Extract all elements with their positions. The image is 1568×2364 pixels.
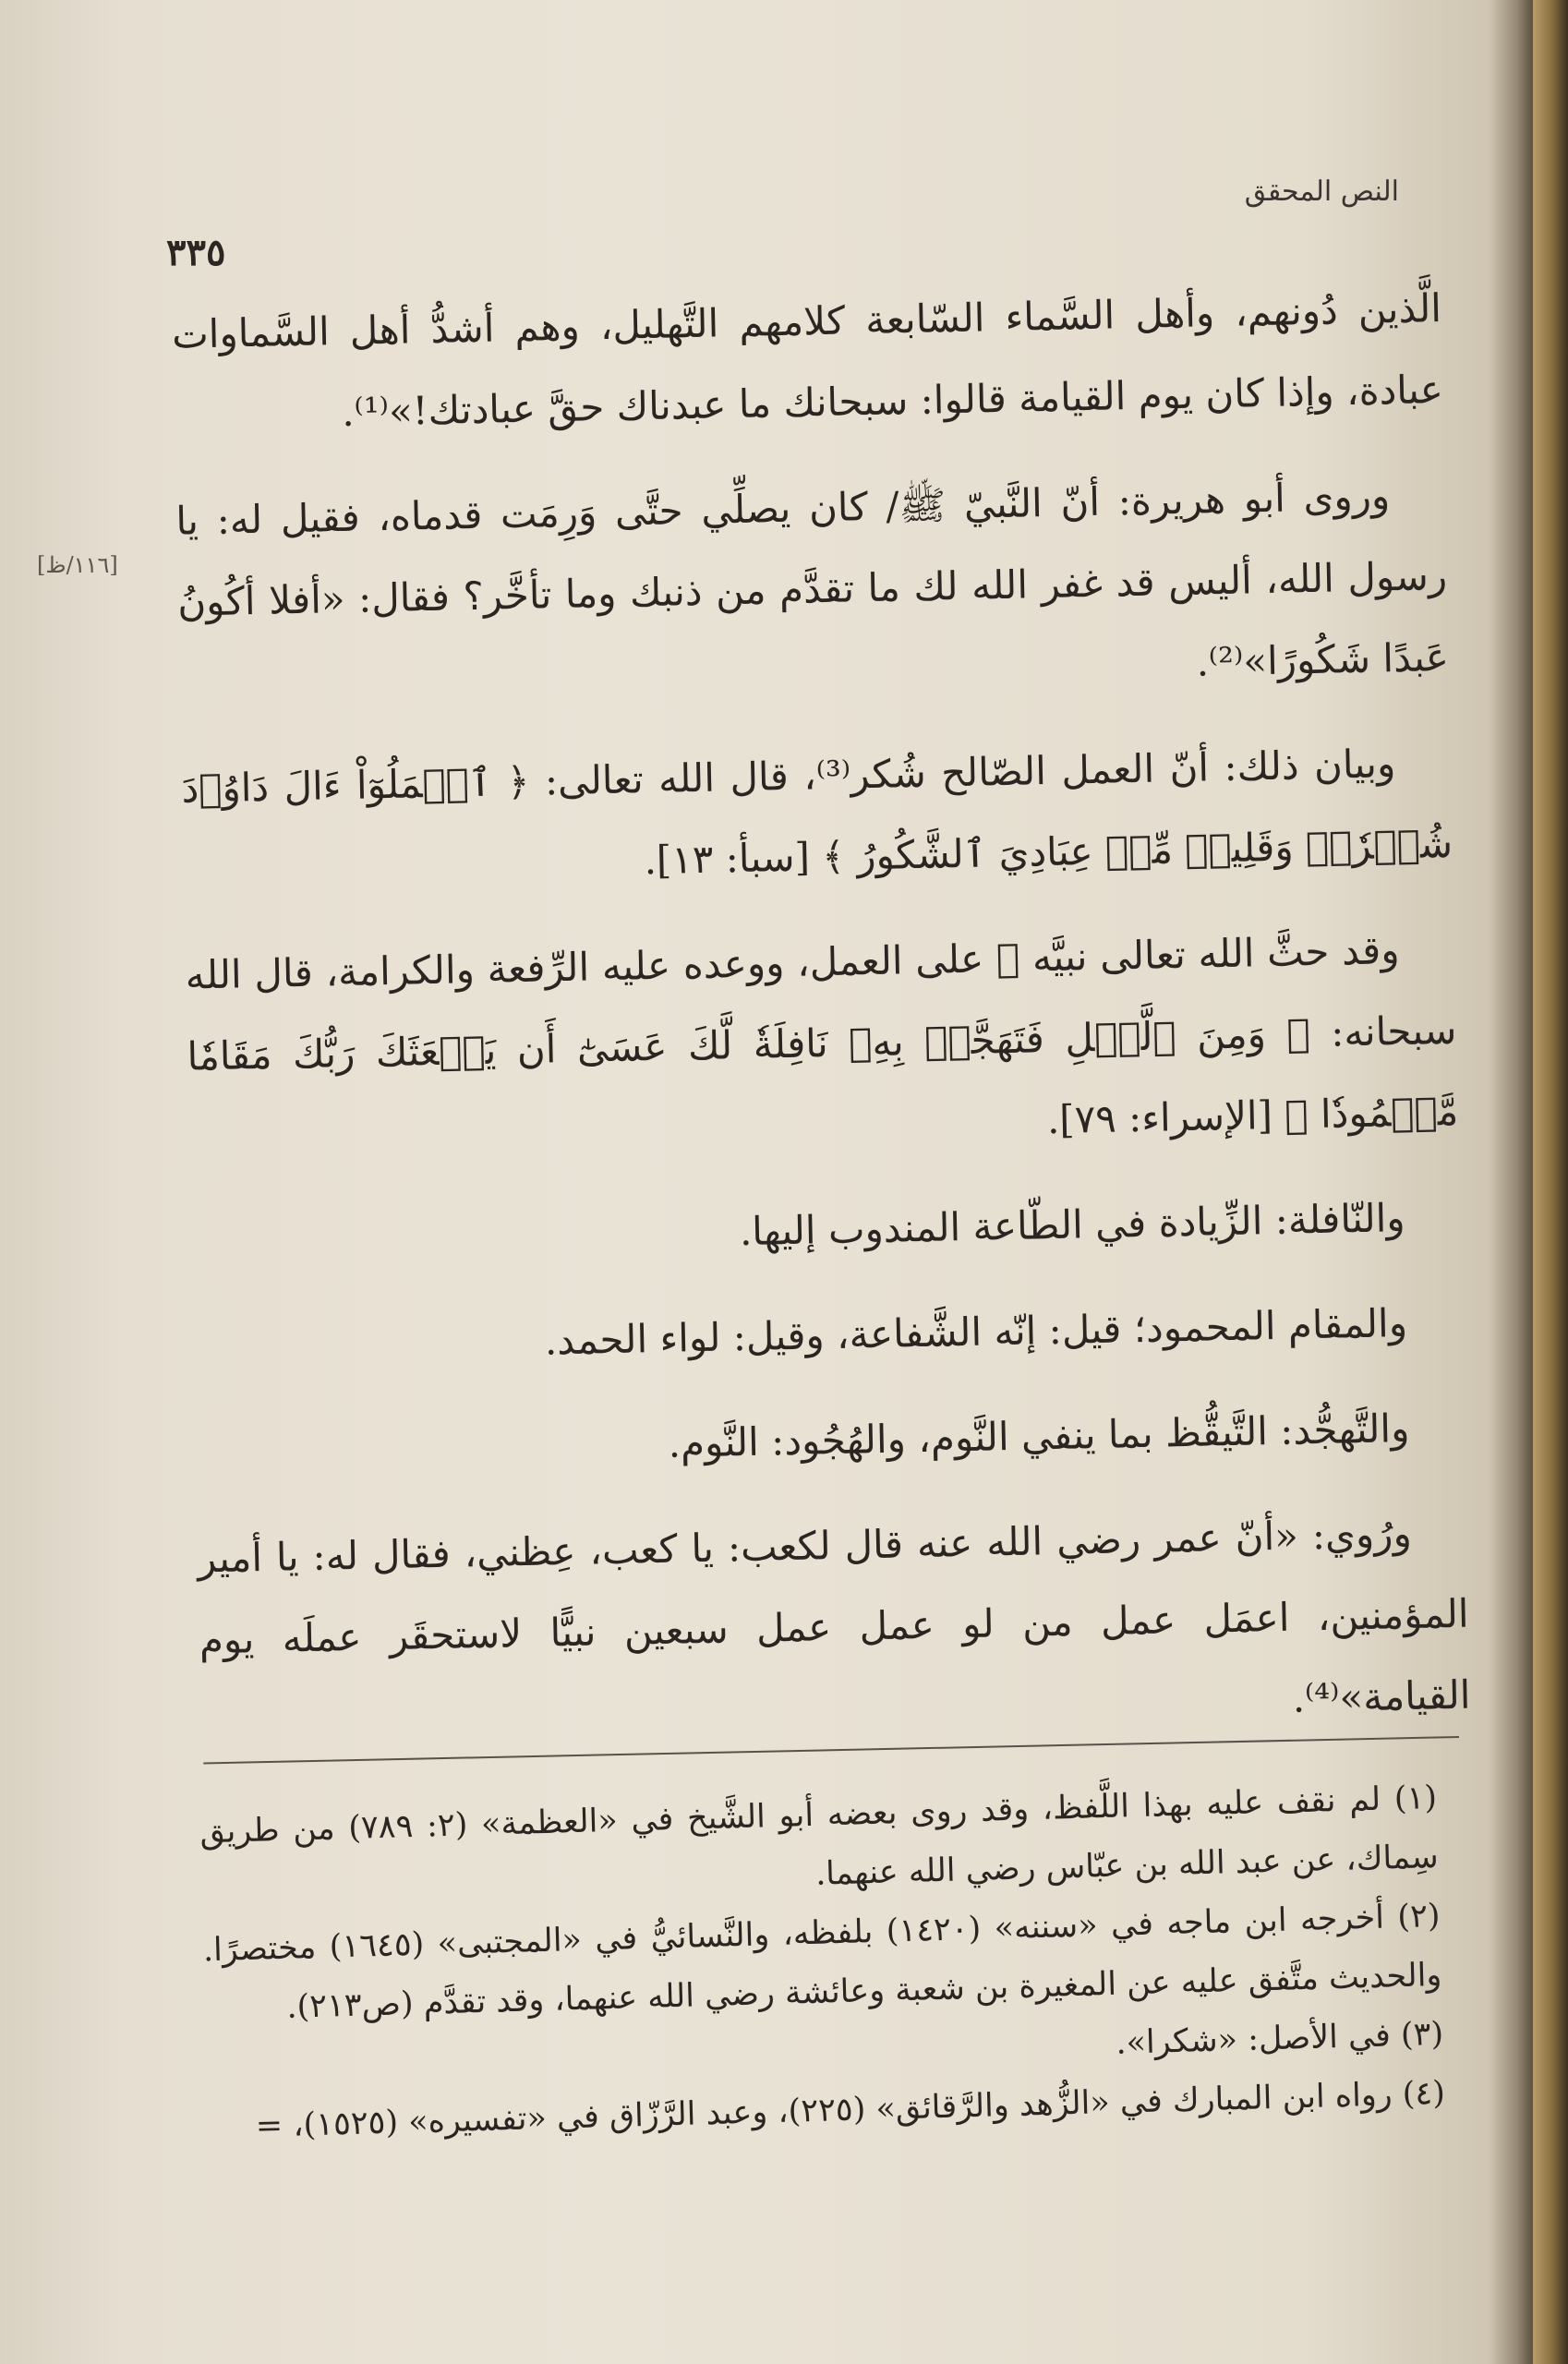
paragraph: وبيان ذلك: أنّ العمل الصّالح شُكر⁽³⁾، قال الله تعالى: ﴿ ٱعۡمَلُوٓاْ ءَالَ دَاوُۥدَ شُكۡرٗاۚ وَقَلِيلٞ مِّنۡ عِبَادِيَ ٱلشَّكُورُ ﴾ [سبأ: ١٣].: [181, 741, 1453, 884]
main-text: [171, 268, 1472, 1786]
page-gutter-shadow: [1491, 0, 1533, 2364]
manuscript-folio-note: [١١٦/ظ]: [37, 552, 118, 578]
paragraph: والمقام المحمود؛ قيل: إنّه الشَّفاعة، وقيل: لواء الحمد.: [544, 1300, 1408, 1364]
footnote: (٢) أخرجه ابن ماجه في «سننه» (١٤٢٠) بلفظه، والنَّسائيُّ في «المجتبى» (١٦٤٥) مختصرًا. والحديث متَّفق عليه عن المغيرة بن شعبة وعائشة رضي الله عنهما، وقد تقدَّم (ص٢١٣).: [202, 1897, 1442, 2026]
footnote: (١) لم نقف عليه بهذا اللَّفظ، وقد روى بعضه أبو الشَّيخ في «العظمة» (٢: ٧٨٩) من طريق سِماك، عن عبد الله بن عبّاس رضي الله عنهما.: [199, 1779, 1440, 1893]
paragraph: والنّافلة: الزِّيادة في الطّاعة المندوب إليها.: [739, 1195, 1406, 1255]
paragraph: ورُوي: «أنّ عمر رضي الله عنه قال لكعب: يا كعب، عِظني، فقال له: يا أمير المؤمنين، اعمَل عمل من لو عمل عمل سبعين نبيًّا لاستحقَر عملَه يوم القيامة»⁽⁴⁾.: [197, 1510, 1471, 1721]
footnotes: [199, 1768, 1446, 2157]
page-number: ٣٣٥: [166, 231, 226, 274]
footnote: (٣) في الأصل: «شكرا».: [1115, 2015, 1444, 2062]
running-header: النص المحقق: [1244, 175, 1399, 208]
footnote: (٤) رواه ابن المبارك في «الزُّهد والرَّقائق» (٢٢٥)، وعبد الرَّزّاق في «تفسيره» (١٥٢٥)، =: [255, 2074, 1446, 2145]
book-spine: [1533, 0, 1568, 2364]
paragraph: وقد حثَّ الله تعالى نبيَّه ﷺ على العمل، ووعده عليه الرِّفعة والكرامة، قال الله سبحانه: ﴿ وَمِنَ ٱلَّيۡلِ فَتَهَجَّدۡ بِهِۦ نَافِلَةٗ لَّكَ عَسَىٰٓ أَن يَبۡعَثَكَ رَبُّكَ مَقَامٗا مَّحۡمُودٗا ﴾ [الإسراء: ٧٩].: [185, 927, 1459, 1143]
paragraph: وروى أبو هريرة: أنّ النَّبيّ ﷺ/ كان يصلِّي حتَّى وَرِمَت قدماه، فقيل له: يا رسول الله، أليس قد غفر الله لك ما تقدَّم من ذنبك وما تأخَّر؟ فقال: «أفلا أكُونُ عَبدًا شَكُورًا»⁽²⁾.: [175, 473, 1450, 685]
paragraph: الَّذين دُونهم، وأهل السَّماء السّابعة كلامهم التَّهليل، وهم أشدُّ أهل السَّماوات عبادة، وإذا كان يوم القيامة قالوا: سبحانك ما عبدناك حقَّ عبادتك!»⁽¹⁾.: [171, 284, 1444, 435]
paragraph: والتَّهجُّد: التَّيقُّظ بما ينفي النَّوم، والهُجُود: النَّوم.: [668, 1405, 1410, 1466]
